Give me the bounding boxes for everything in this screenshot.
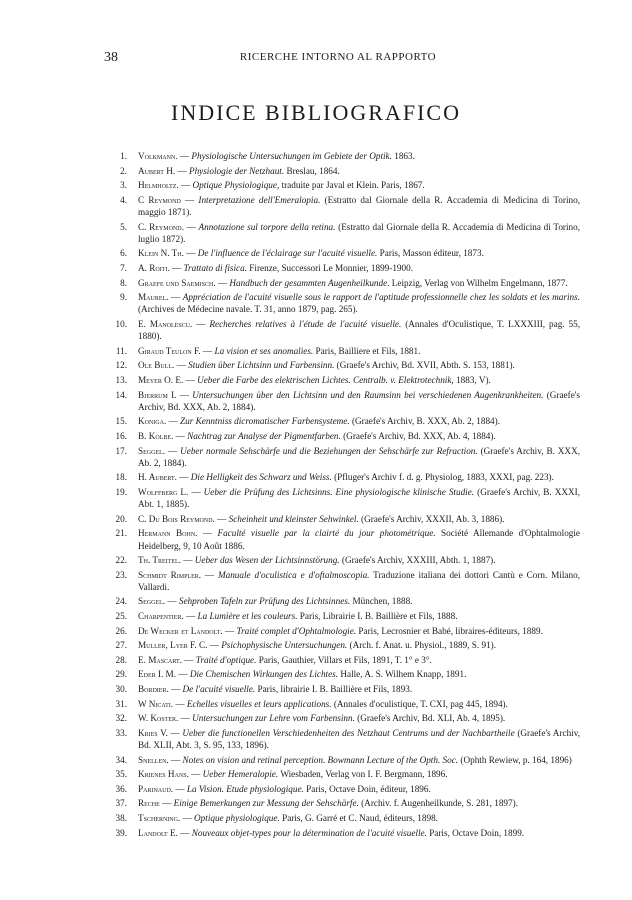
- entry-author: H. Aubert.: [138, 472, 177, 483]
- entry-publication-info: (Estratto dal Giornale della R. Accademia di Medicina di Torino, maggio 1871).: [138, 194, 580, 217]
- entry-number: 9.: [120, 292, 127, 303]
- entry-work-title: Faculté visuelle par la clairté du jour photométrique.: [217, 528, 436, 539]
- entry-author: Aubert H.: [138, 165, 176, 176]
- entry-author: W. Koster.: [138, 713, 179, 724]
- entry-number: 29.: [115, 669, 127, 680]
- entry-author: Klein N. Th.: [138, 248, 184, 259]
- entry-work-title: Ueber die Prüfung des Lichtsinns. Eine physiologische klinische Studie.: [203, 486, 475, 497]
- entry-publication-info: (Graefe's Archiv, Bd. XLII, Abt. 3, S. 95, 133, 1896).: [138, 727, 581, 751]
- entry-number: 32.: [115, 713, 127, 724]
- entry-work-title: Die Chemischen Wirkungen des Lichtes.: [189, 669, 339, 680]
- entry-publication-info: Leipzig, Verlag von Wilhelm Engelmann, 1877.: [389, 277, 568, 288]
- entry-author: Wolffberg L.: [138, 486, 189, 497]
- bib-entry: 25. Charpentier. — La Lumière et les couleurs. Paris, Librairie I. B. Baillière et Fils, 1888.: [104, 610, 580, 622]
- entry-number: 22.: [115, 555, 127, 566]
- entry-work-title: Ueber das Wesen der Lichtsinnstörung.: [194, 555, 340, 566]
- entry-author: Bjerrum I.: [138, 389, 177, 400]
- entry-author: Hermann Bohn.: [138, 528, 198, 539]
- bib-entry: 7. A. Roiti. — Trattato di fisica. Firenze, Successori Le Monnier, 1899-1900.: [104, 262, 580, 274]
- entry-number: 33.: [115, 727, 127, 738]
- entry-work-title: De l'acuité visuelle.: [182, 684, 256, 695]
- bib-entry: 31. W Nicati. — Echelles visuelles et leurs applications. (Annales d'oculistique, T. CXI, pag 445, 1894).: [104, 698, 580, 710]
- entry-work-title: Ueber die functionellen Verschiedenheiten des Netzhaut Centrums und der Nachbartheile: [182, 727, 515, 738]
- entry-work-title: Optique physiologique.: [194, 813, 280, 823]
- bib-entry: 18. H. Aubert. — Die Helligkeit des Schwarz und Weiss. (Pfluger's Archiv f. d. g. Physiolog, 1883, XXXI, pag. 223).: [104, 471, 580, 483]
- bib-entry: 6. Klein N. Th. — De l'influence de l'éclairage sur l'acuité visuelle. Paris, Masson éditeur, 1873.: [104, 247, 580, 259]
- entry-number: 38.: [115, 813, 127, 823]
- entry-work-title: Echelles visuelles et leurs applications.: [186, 698, 332, 709]
- entry-number: 14.: [115, 389, 127, 400]
- entry-publication-info: (Annales d'Oculistique, T. LXXXIII, pag. 55, 1880).: [138, 318, 581, 342]
- entry-publication-info: 1883, V).: [453, 374, 491, 385]
- entry-publication-info: (Graefe's Archiv, Bd. XVII, Abth. S. 153, 1881).: [334, 360, 515, 371]
- entry-author: Kries V.: [138, 727, 168, 738]
- entry-work-title: Traité complet d'Ophtalmologie.: [236, 625, 357, 636]
- entry-number: 20.: [115, 513, 127, 524]
- entry-publication-info: Société Allemande d'Ophtalmologie Heidelberg, 9, 10 Août 1886.: [138, 528, 581, 551]
- entry-publication-info: Paris, Lecrosnier et Babé, libraires-éditeurs, 1889.: [356, 625, 543, 636]
- bib-entry: 29. Eder I. M. — Die Chemischen Wirkungen des Lichtes. Halle, A. S. Wilhem Knapp, 1891.: [104, 668, 580, 680]
- bib-entry: 37. Reche — Einige Bemerkungen zur Messung der Sehschärfe. (Archiv. f. Augenheilkunde, S. 281, 1897).: [104, 797, 580, 809]
- entry-work-title: Zur Kenntniss dicromatischer Farbensysteme.: [180, 416, 350, 427]
- entry-work-title: Sehproben Tafeln zur Prüfung des Lichtsinnes.: [178, 596, 351, 607]
- entry-publication-info: (Graefe's Archiv, B. XXX, Ab. 2, 1884).: [138, 445, 581, 468]
- entry-number: 6.: [120, 248, 127, 259]
- entry-author: Landolt E.: [138, 827, 178, 838]
- entry-author: De Wecker et Landolt.: [138, 625, 223, 636]
- bib-entry: 23. Schmidt Rimpler. — Manuale d'oculistica e d'oftalmoscopia. Traduzione italiana dei dottori Cantù e Corn. Milano, Vallardi.: [104, 569, 580, 593]
- entry-publication-info: (Estratto dal Giornale della R. Accademia di Medicina di Torino, luglio 1872).: [138, 221, 581, 244]
- entry-number: 10.: [115, 318, 127, 329]
- entry-work-title: Traité d'optique.: [195, 654, 257, 665]
- entry-author: W Nicati.: [138, 698, 174, 709]
- entry-work-title: Optique Physiologique,: [192, 180, 280, 191]
- entry-author: E. Manolescu.: [138, 318, 193, 329]
- entry-number: 25.: [115, 611, 127, 622]
- entry-author: Eder I. M.: [138, 669, 177, 680]
- entry-author: Graefe und Saemisch.: [138, 277, 216, 288]
- entry-author: Muller, Lyer F. C.: [138, 640, 208, 651]
- bib-entry: 3. Helmholtz. — Optique Physiologique, traduite par Javal et Klein. Paris, 1867.: [104, 179, 580, 191]
- entry-number: 2.: [120, 165, 127, 176]
- bib-entry: 16. B. Kolbe. — Nachtrag zur Analyse der Pigmentfarben. (Graefe's Archiv, Bd. XXX, Ab. 4, 1884).: [104, 430, 580, 442]
- entry-author: Tscherning.: [138, 813, 181, 823]
- entry-author: Seggel.: [138, 445, 166, 456]
- bib-entry: 32. W. Koster. — Untersuchungen zur Lehre vom Farbensinn. (Graefe's Archiv, Bd. XLI, Ab. 4, 1895).: [104, 712, 580, 724]
- page-header: [104, 50, 572, 66]
- entry-work-title: Recherches relatives à l'étude de l'acuité visuelle.: [209, 318, 402, 329]
- entry-number: 35.: [115, 769, 127, 780]
- entry-work-title: Einige Bemerkungen zur Messung der Sehschärfe.: [173, 798, 359, 809]
- entry-number: 8.: [120, 277, 127, 288]
- bib-entry: 20. C. Du Bois Reymond. — Scheinheit und kleinster Sehwinkel. (Graefe's Archiv, XXXII, Ab. 3, 1886).: [104, 513, 580, 525]
- entry-work-title: De l'influence de l'éclairage sur l'acuité visuelle.: [197, 248, 378, 259]
- bib-entry: 21. Hermann Bohn. — Faculté visuelle par la clairté du jour photométrique. Société Allemande d'Ophtalmologie Heidelberg, 9, 10 Août 1886.: [104, 527, 580, 551]
- entry-number: 27.: [115, 640, 127, 651]
- entry-number: 3.: [120, 180, 127, 191]
- bib-entry: 34. Snellen. — Notes on vision and retinal perception. Bowmann Lecture of the Opth. Soc. (Ophth Rewiew, p. 164, 1896): [104, 754, 580, 766]
- bib-entry: 22. Th. Treitel. — Ueber das Wesen der Lichtsinnstörung. (Graefe's Archiv, XXXIII, Abth. 1, 1887).: [104, 554, 580, 566]
- entry-work-title: Handbuch der gesammten Augenheilkunde.: [229, 277, 390, 288]
- bib-entry: 12. Ole Bull. — Studien über Lichtsinn und Farbensinn. (Graefe's Archiv, Bd. XVII, Abth. S. 153, 1881).: [104, 359, 580, 371]
- entry-publication-info: (Graefe's Archiv, B. XXX, Ab. 2, 1884).: [349, 416, 500, 427]
- bib-entry: 10. E. Manolescu. — Recherches relatives à l'étude de l'acuité visuelle. (Annales d'Oculistique, T. LXXXIII, pag. 55, 1880).: [104, 318, 580, 342]
- entry-work-title: Notes on vision and retinal perception. Bowmann Lecture of the Opth. Soc.: [182, 754, 459, 765]
- entry-work-title: Physiologische Untersuchungen im Gebiete der Optik.: [191, 151, 392, 161]
- bib-entry: 35. Krienes Hans. — Ueber Hemeralopie. Wiesbaden, Verlag von I. F. Bergmann, 1896.: [104, 768, 580, 780]
- entry-number: 31.: [115, 698, 127, 709]
- entry-author: C. Du Bois Reymond.: [138, 513, 215, 524]
- bib-entry: 26. De Wecker et Landolt. — Traité complet d'Ophtalmologie. Paris, Lecrosnier et Babé, libraires-éditeurs, 1889.: [104, 625, 580, 637]
- page-number: 38: [104, 50, 118, 65]
- entry-publication-info: Traduzione italiana dei dottori Cantù e Corn. Milano, Vallardi.: [138, 569, 580, 592]
- bib-entry: 2. Aubert H. — Physiologie der Netzhaut. Breslau, 1864.: [104, 165, 580, 177]
- entry-publication-info: Halle, A. S. Wilhem Knapp, 1891.: [338, 669, 467, 680]
- entry-publication-info: (Graefe's Archiv, B. XXXI, Abt. 1, 1885).: [138, 486, 580, 510]
- entry-work-title: Scheinheit und kleinster Sehwinkel.: [228, 513, 359, 524]
- entry-author: C. Reymond.: [138, 221, 184, 232]
- entry-work-title: La vision et ses anomalies.: [214, 345, 314, 356]
- entry-number: 30.: [115, 684, 127, 695]
- entry-author: Parinaud.: [138, 783, 174, 794]
- entry-publication-info: (Graefe's Archiv, Bd. XLI, Ab. 4, 1895).: [354, 713, 506, 724]
- entry-publication-info: (Archives de Médecine navale. T. 31, anno 1879, pag. 265).: [138, 304, 358, 315]
- entry-author: C Reymond: [138, 194, 181, 205]
- entry-work-title: Nouveaux objet-types pour la détermination de l'acuité visuelle.: [191, 827, 427, 838]
- entry-publication-info: (Graefe's Archiv, XXXII, Ab. 3, 1886).: [358, 513, 505, 524]
- entry-author: Th. Treitel.: [138, 555, 181, 566]
- entry-author: B. Kolbe.: [138, 430, 174, 441]
- bib-entry: 11. Giraud Teulon F. — La vision et ses anomalies. Paris, Bailliere et Fils, 1881.: [104, 345, 580, 357]
- entry-publication-info: Paris, Masson éditeur, 1873.: [377, 248, 484, 259]
- bibliography-list: [104, 150, 580, 841]
- entry-number: 1.: [120, 151, 127, 161]
- bib-entry: 14. Bjerrum I. — Untersuchungen über den Lichtsinn und den Raumsinn bei verschiedenen Augenkrankheiten. (Graefe's Archiv, Bd. XXX, Ab. 2, 1884).: [104, 389, 580, 413]
- entry-work-title: Physiologie der Netzhaut.: [188, 165, 285, 176]
- entry-number: 5.: [120, 221, 127, 232]
- entry-publication-info: 1863.: [391, 151, 415, 161]
- entry-number: 17.: [115, 445, 127, 456]
- entry-publication-info: Paris, G. Garré et C. Naud, éditeurs, 1898.: [279, 813, 438, 823]
- bib-entry: 30. Bordier. — De l'acuité visuelle. Paris, librairie I. B. Baillière et Fils, 1893.: [104, 683, 580, 695]
- entry-publication-info: Paris, librairie I. B. Baillière et Fils, 1893.: [255, 684, 413, 695]
- entry-publication-info: (Graefe's Archiv, XXXIII, Abth. 1, 1887).: [339, 555, 496, 566]
- entry-number: 21.: [115, 528, 127, 539]
- entry-work-title: Interpretazione dell'Emeralopia.: [198, 194, 321, 205]
- entry-number: 39.: [115, 827, 127, 838]
- entry-author: Maurel.: [138, 292, 169, 303]
- entry-publication-info: (Pfluger's Archiv f. d. g. Physiolog, 1883, XXXI, pag. 223).: [331, 472, 554, 483]
- entry-publication-info: München, 1888.: [350, 596, 413, 607]
- entry-number: 4.: [120, 194, 127, 205]
- entry-number: 13.: [115, 374, 127, 385]
- entry-author: Snellen.: [138, 754, 169, 765]
- entry-number: 19.: [115, 486, 127, 497]
- entry-number: 15.: [115, 416, 127, 427]
- entry-publication-info: (Arch. f. Anat. u. Physiol., 1889, S. 91).: [347, 640, 497, 651]
- bib-entry: 36. Parinaud. — La Vision. Etude physiologique. Paris, Octave Doin, éditeur, 1896.: [104, 783, 580, 795]
- entry-work-title: Appréciation de l'acuité visuelle sous le rapport de l'aptitude professionnelle chez les soldats et les marins.: [182, 292, 580, 303]
- entry-author: Helmholtz.: [138, 180, 179, 191]
- entry-work-title: Untersuchungen über den Lichtsinn und den Raumsinn bei verschiedenen Augenkrankheiten.: [192, 389, 544, 400]
- entry-work-title: Die Helligkeit des Schwarz und Weiss.: [190, 472, 332, 483]
- entry-work-title: Manuale d'oculistica e d'oftalmoscopia.: [217, 569, 370, 580]
- entry-work-title: Psichophysische Untersuchungen.: [221, 640, 348, 651]
- bib-entry: 13. Meyer O. E. — Ueber die Farbe des elektrischen Lichtes. Centralb. v. Elektrotechnik, 1883, V).: [104, 374, 580, 386]
- entry-work-title: Ueber normale Sehschärfe und die Beziehungen der Sehschärfe zur Refraction.: [180, 445, 478, 456]
- bib-entry: 19. Wolffberg L. — Ueber die Prüfung des Lichtsinns. Eine physiologische klinische Studie. (Graefe's Archiv, B. XXXI, Abt. 1, 1885).: [104, 486, 580, 510]
- bib-entry: 28. E. Mascart. — Traité d'optique. Paris, Gauthier, Villars et Fils, 1891, T. 1° e 3°.: [104, 654, 580, 666]
- entry-work-title: Ueber die Farbe des elektrischen Lichtes. Centralb. v. Elektrotechnik,: [197, 374, 454, 385]
- entry-publication-info: Firenze, Successori Le Monnier, 1899-1900.: [247, 262, 413, 273]
- entry-work-title: Annotazione sul torpore della retina.: [198, 221, 336, 232]
- entry-number: 24.: [115, 596, 127, 607]
- bib-entry: 33. Kries V. — Ueber die functionellen Verschiedenheiten des Netzhaut Centrums und der Nachbartheile (Graefe's Archiv, Bd. XLII, Abt. 3, S. 95, 133, 1896).: [104, 727, 580, 751]
- entry-author: Volkmann.: [138, 151, 178, 161]
- entry-publication-info: Paris, Bailliere et Fils, 1881.: [313, 345, 421, 356]
- entry-work-title: La Lumière et les couleurs.: [197, 611, 298, 622]
- entry-number: 16.: [115, 430, 127, 441]
- entry-work-title: La Vision. Etude physiologique.: [186, 783, 304, 794]
- bib-entry: 15. Koniga. — Zur Kenntniss dicromatischer Farbensysteme. (Graefe's Archiv, B. XXX, Ab. 2, 1884).: [104, 415, 580, 427]
- bib-entry: 8. Graefe und Saemisch. — Handbuch der gesammten Augenheilkunde. Leipzig, Verlag von Wilhelm Engelmann, 1877.: [104, 277, 580, 289]
- entry-author: Schmidt Rimpler.: [138, 569, 202, 580]
- bib-entry: 27. Muller, Lyer F. C. — Psichophysische Untersuchungen. (Arch. f. Anat. u. Physiol., 1889, S. 91).: [104, 639, 580, 651]
- entry-publication-info: (Graefe's Archiv, Bd. XXX, Ab. 4, 1884).: [340, 430, 496, 441]
- entry-publication-info: Paris, Octave Doin, 1899.: [426, 827, 525, 838]
- entry-number: 12.: [115, 360, 127, 371]
- entry-publication-info: traduite par Javal et Klein. Paris, 1867.: [279, 180, 425, 191]
- entry-author: E. Mascart.: [138, 654, 182, 665]
- index-title: INDICE BIBLIOGRAFICO: [171, 100, 461, 125]
- entry-author: Ole Bull.: [138, 360, 175, 371]
- entry-work-title: Nachtrag zur Analyse der Pigmentfarben.: [187, 430, 341, 441]
- entry-number: 34.: [115, 754, 127, 765]
- bib-entry: 17. Seggel. — Ueber normale Sehschärfe und die Beziehungen der Sehschärfe zur Refraction. (Graefe's Archiv, B. XXX, Ab. 2, 1884).: [104, 445, 580, 469]
- entry-work-title: Trattato di fisica.: [183, 262, 247, 273]
- bib-entry: 4. C Reymond — Interpretazione dell'Emeralopia. (Estratto dal Giornale della R. Accademia di Medicina di Torino, maggio 1871).: [104, 194, 580, 218]
- entry-publication-info: Paris, Librairie I. B. Baillière et Fils, 1888.: [297, 611, 458, 622]
- entry-author: A. Roiti.: [138, 262, 170, 273]
- entry-publication-info: Wiesbaden, Verlag von I. F. Bergmann, 1896.: [278, 769, 448, 780]
- entry-author: Seggel.: [138, 596, 166, 607]
- entry-work-title: Studien über Lichtsinn und Farbensinn.: [188, 360, 335, 371]
- entry-publication-info: Breslau, 1864.: [284, 165, 340, 176]
- entry-publication-info: Paris, Gauthier, Villars et Fils, 1891, T. 1° e 3°.: [256, 654, 432, 665]
- entry-author: Koniga.: [138, 416, 167, 427]
- entry-author: Charpentier.: [138, 611, 184, 622]
- entry-number: 23.: [115, 569, 127, 580]
- bib-entry: 9. Maurel. — Appréciation de l'acuité visuelle sous le rapport de l'aptitude professionnelle chez les soldats et les marins. (Archives de Médecine navale. T. 31, anno 1879, pag. 265).: [104, 291, 580, 315]
- entry-publication-info: (Ophth Rewiew, p. 164, 1896): [458, 754, 572, 765]
- entry-publication-info: Paris, Octave Doin, éditeur, 1896.: [303, 783, 431, 794]
- entry-number: 11.: [115, 345, 127, 356]
- entry-publication-info: (Archiv. f. Augenheilkunde, S. 281, 1897).: [358, 798, 518, 809]
- entry-number: 37.: [115, 798, 127, 809]
- entry-number: 36.: [115, 783, 127, 794]
- bib-entry: 24. Seggel. — Sehproben Tafeln zur Prüfung des Lichtsinnes. München, 1888.: [104, 595, 580, 607]
- bib-entry: 1. Volkmann. — Physiologische Untersuchungen im Gebiete der Optik. 1863.: [104, 150, 580, 162]
- entry-number: 28.: [115, 654, 127, 665]
- entry-author: Giraud Teulon F.: [138, 345, 201, 356]
- entry-author: Krienes Hans.: [138, 769, 189, 780]
- entry-author: Bordier.: [138, 684, 169, 695]
- entry-work-title: Ueber Hemeralopie.: [202, 769, 279, 780]
- bib-entry: 5. C. Reymond. — Annotazione sul torpore della retina. (Estratto dal Giornale della R. Accademia di Medicina di Torino, luglio 1872).: [104, 221, 580, 245]
- entry-number: 26.: [115, 625, 127, 636]
- entry-author: Meyer O. E.: [138, 374, 184, 385]
- bib-entry: 39. Landolt E. — Nouveaux objet-types pour la détermination de l'acuité visuelle. Paris, Octave Doin, 1899.: [104, 827, 580, 839]
- entry-number: 18.: [115, 472, 127, 483]
- entry-publication-info: (Graefe's Archiv, Bd. XXX, Ab. 2, 1884).: [138, 389, 581, 412]
- entry-work-title: Untersuchungen zur Lehre vom Farbensinn.: [192, 713, 355, 724]
- entry-number: 7.: [120, 262, 127, 273]
- bib-entry: 38. Tscherning. — Optique physiologique. Paris, G. Garré et C. Naud, éditeurs, 1898.: [104, 812, 580, 824]
- entry-publication-info: (Annales d'oculistique, T. CXI, pag 445, 1894).: [331, 698, 508, 709]
- running-title: RICERCHE INTORNO AL RAPPORTO: [239, 51, 437, 63]
- entry-author: Reche: [138, 798, 160, 809]
